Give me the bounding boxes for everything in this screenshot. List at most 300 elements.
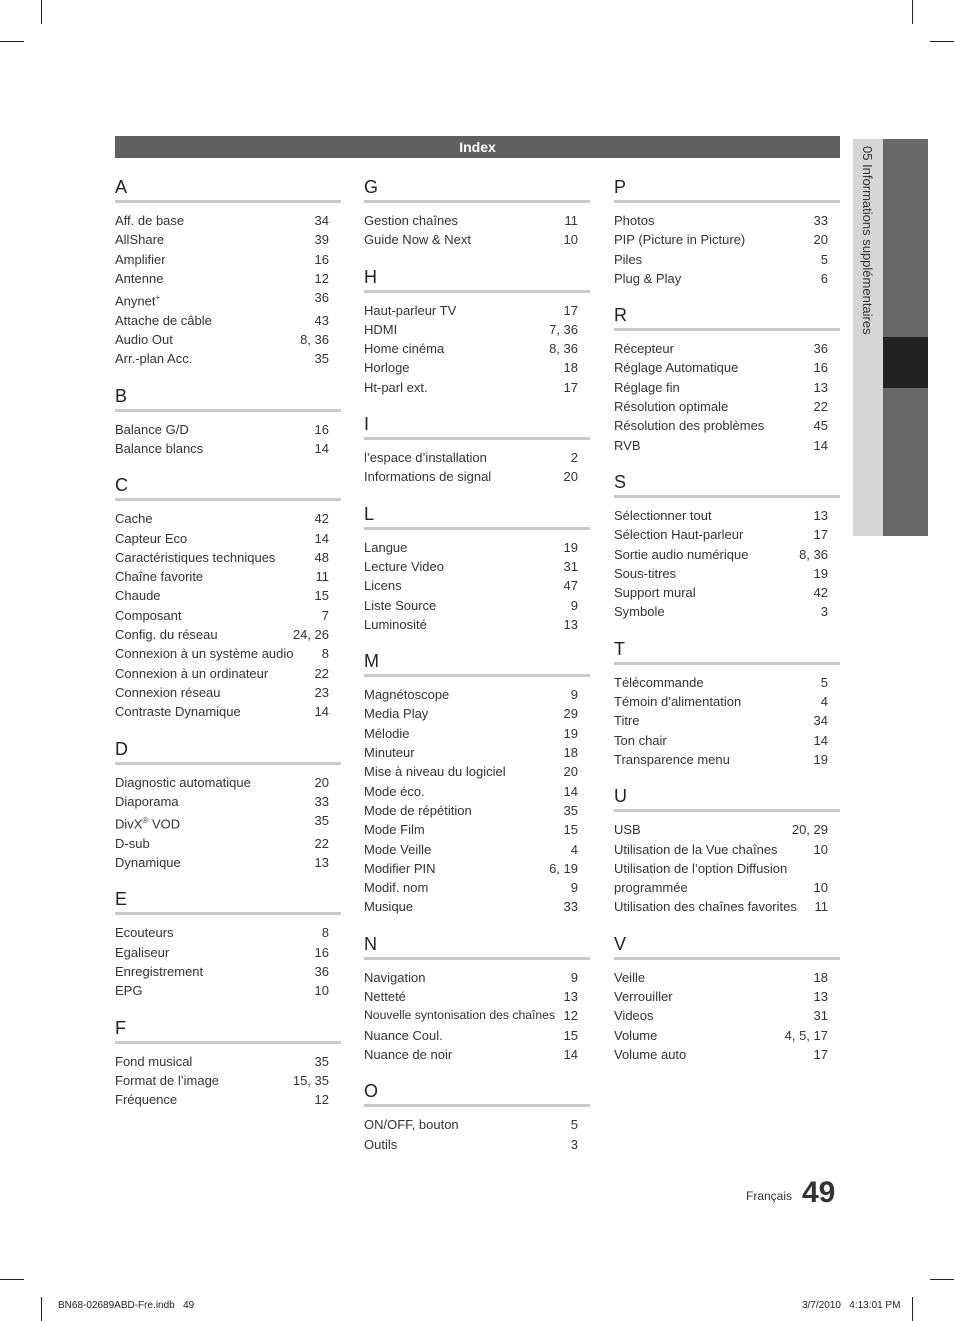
index-entry [614,840,840,859]
entry-term [115,586,309,605]
entry-term [115,1071,287,1090]
index-entry [364,615,590,634]
entry-pages: 20 [314,774,329,790]
index-entry [364,596,590,615]
index-entry [614,211,840,230]
index-entry [614,378,840,397]
crop-mark [0,41,24,42]
index-entry [614,250,840,269]
entry-term [364,743,558,762]
entry-term-text: AllShare [115,232,165,248]
entry-term-text: Horloge [364,360,410,376]
entry-superscript: + [155,293,161,303]
index-entry [614,269,840,288]
entry-term [364,897,558,916]
entry-term-text: Sortie audio numérique [614,546,749,562]
entry-term [364,704,558,723]
entry-term-suffix: VOD [148,816,181,832]
index-entry [364,859,590,878]
index-entry [364,557,590,576]
entry-term-text: Transparence menu [614,751,730,767]
entry-pages: 19 [813,751,828,767]
index-entry [614,1026,840,1045]
section-letter: B [115,385,341,412]
index-entry [364,1135,590,1154]
entry-term [614,211,808,230]
index-entry [115,567,341,586]
section-letter: E [115,888,341,915]
entry-term-text: Connexion à un ordinateur [115,665,269,681]
entry-pages: 9 [570,687,578,703]
index-entry [614,673,840,692]
entry-term-text: Connexion à un système audio [115,646,294,662]
section-letter: T [614,638,840,665]
entry-term-text: Composant [115,607,182,623]
entry-term-text: Cache [115,511,153,527]
index-entry [364,782,590,801]
index-entry [364,685,590,704]
entry-pages: 11 [315,569,329,585]
entry-pages: 19 [563,725,578,741]
entry-term [115,962,309,981]
index-entry [364,762,590,781]
crop-mark [912,1297,913,1321]
entry-term [115,567,310,586]
entry-term-text: Sélection Haut-parleur [614,527,744,543]
entry-term-text: Gestion chaînes [364,213,458,228]
entry-term [614,378,808,397]
index-section-u [614,785,840,916]
entry-pages: 16 [314,251,329,267]
entry-term [115,625,287,644]
entry-term [614,1026,779,1045]
entry-pages: 39 [314,232,329,248]
entry-pages: 8, 36 [799,546,828,562]
entry-pages: 17 [563,302,578,318]
entry-pages: 22 [314,665,329,681]
index-entry [614,1045,840,1064]
entry-term-text: Photos [614,213,655,228]
entry-term [614,750,808,769]
entry-term-text: Nouvelle syntonisation des chaînes [364,1008,556,1023]
entry-term [614,1006,808,1025]
section-letter: C [115,474,341,501]
index-section-f [115,1017,341,1110]
entry-term [364,1135,565,1154]
index-entry [364,1115,590,1134]
entry-pages: 16 [314,421,329,437]
entry-term [614,436,808,455]
index-entry [614,968,840,987]
entry-term-text: Fréquence [115,1092,178,1108]
index-column-3 [614,176,840,1080]
entry-term [115,269,309,288]
entry-pages: 48 [314,549,329,565]
entry-term [364,685,565,704]
entry-pages: 9 [570,880,578,896]
entry-term [115,1052,309,1071]
entry-term [614,269,815,288]
index-entry [115,288,341,311]
entry-term-text: Piles [614,251,643,267]
entry-term [614,692,815,711]
entry-term [115,330,294,349]
entry-term-text: Config. du réseau [115,627,218,643]
entry-term-text: l’espace d’installation [364,450,487,466]
index-entry [364,724,590,743]
entry-term-text: Anynet [115,293,156,309]
entry-term-text: Résolution optimale [614,399,729,415]
chapter-tab-marker [883,337,928,388]
index-entry [364,704,590,723]
entry-term-text: Verrouiller [614,989,673,1005]
entry-term [614,840,808,859]
entry-term [364,987,558,1006]
entry-term-text: Informations de signal [364,469,492,485]
index-section-m [364,650,590,917]
entry-pages: 35 [563,802,578,818]
entry-term [364,301,558,320]
entry-pages: 29 [563,706,578,722]
index-entry [115,773,341,792]
entry-term [364,538,558,557]
entry-pages: 4 [570,841,578,857]
entry-pages: 43 [314,312,329,328]
index-entry [364,467,590,486]
index-entry [614,358,840,377]
entry-term [364,724,558,743]
entry-pages: 12 [563,1008,578,1024]
entry-pages: 35 [314,351,329,367]
entry-pages: 31 [813,1008,828,1024]
index-entry [364,320,590,339]
entry-term [364,878,565,897]
entry-term [115,683,309,702]
section-letter: G [364,176,590,203]
entry-term [614,731,808,750]
entry-pages: 10 [813,841,828,857]
entry-pages: 4 [820,694,828,710]
entry-term [614,564,808,583]
entry-term [115,923,316,942]
entry-term [115,834,309,853]
index-section-v [614,933,840,1064]
entry-term [614,711,808,730]
entry-pages: 13 [813,379,828,395]
entry-pages: 20 [563,764,578,780]
entry-pages: 5 [820,674,828,690]
index-entry [364,878,590,897]
index-entry [364,743,590,762]
index-entry [614,1006,840,1025]
entry-term-text: Caractéristiques techniques [115,549,276,565]
index-entry [614,525,840,544]
entry-term-text: Modif. nom [364,880,429,896]
entry-term [115,548,309,567]
section-letter: A [115,176,341,203]
index-entry [364,820,590,839]
entry-pages: 8, 36 [300,332,329,348]
entry-term [115,529,309,548]
section-letter: O [364,1080,590,1107]
entry-term-text: Lecture Video [364,558,444,574]
entry-term-text: Videos [614,1008,654,1024]
entry-term [614,397,808,416]
entry-term-text: DivX [115,816,143,832]
index-entry [614,859,840,898]
index-entry [115,811,341,834]
entry-term-text: Modifier PIN [364,860,436,876]
entry-pages: 10 [813,880,828,896]
index-entry [115,943,341,962]
entry-term [364,820,558,839]
entry-term [614,358,808,377]
entry-term [364,859,543,878]
entry-term-text: Nuance Coul. [364,1027,443,1043]
entry-term-text: Sélectionner tout [614,507,712,523]
entry-term [614,673,815,692]
entry-term [614,230,808,249]
entry-pages: 36 [314,963,329,979]
section-letter: L [364,503,590,530]
entry-pages: 45 [813,418,828,434]
entry-term [115,606,316,625]
index-entry [115,962,341,981]
index-entry [115,586,341,605]
entry-pages: 15 [563,1027,578,1043]
entry-term-text: Navigation [364,969,426,985]
index-entry [364,1026,590,1045]
entry-term [364,596,565,615]
entry-term-text: Titre [614,713,640,729]
entry-pages: 19 [563,539,578,555]
index-entry [614,583,840,602]
entry-pages: 15 [563,822,578,838]
entry-pages: 20 [563,469,578,485]
index-entry [115,644,341,663]
entry-term [364,378,558,397]
index-section-g [364,176,590,250]
index-section-e [115,888,341,1000]
index-entry [115,1090,341,1109]
entry-term-text: Réglage Automatique [614,360,739,376]
entry-pages: 33 [563,899,578,915]
entry-term [115,644,316,663]
entry-term-text: Utilisation de l’option Diffusion programmée [614,860,788,896]
entry-term-text: Réglage fin [614,379,680,395]
entry-pages: 20 [813,232,828,248]
entry-term-text: Utilisation de la Vue chaînes [614,841,778,857]
entry-term [115,773,309,792]
index-section-l [364,503,590,634]
entry-term [614,897,809,916]
section-letter: H [364,266,590,293]
entry-pages: 33 [813,213,828,228]
entry-term-text: Plug & Play [614,270,682,286]
entry-pages: 12 [314,1092,329,1108]
index-entry [115,529,341,548]
entry-pages: 22 [813,399,828,415]
entry-term-text: Aff. de base [115,213,185,228]
entry-term [614,602,815,621]
entry-term [115,702,309,721]
entry-term [115,509,309,528]
section-letter: R [614,304,840,331]
index-column-1 [115,176,341,1125]
entry-term [364,339,543,358]
entry-term-text: Mode éco. [364,783,425,799]
entry-pages: 14 [314,530,329,546]
entry-term [115,349,309,368]
page-number: 49 [802,1176,836,1209]
entry-term [364,1006,558,1025]
index-entry [364,538,590,557]
entry-term-text: Luminosité [364,616,427,632]
index-entry [364,448,590,467]
index-entry [115,548,341,567]
entry-term [614,1045,808,1064]
chapter-tab-band [883,388,928,536]
entry-pages: 5 [570,1117,578,1133]
entry-term-text: Attache de câble [115,312,212,328]
entry-pages: 13 [813,989,828,1005]
entry-term-text: D-sub [115,835,150,851]
entry-term-text: RVB [614,437,641,453]
entry-pages: 36 [813,341,828,357]
index-entry [364,1006,590,1025]
imprint-file: BN68-02689ABD-Fre.indb 49 [58,1300,195,1311]
entry-pages: 10 [563,232,578,248]
entry-pages: 7 [321,607,329,623]
entry-pages: 13 [314,855,329,871]
entry-term-text: Diaporama [115,793,179,809]
index-entry [614,230,840,249]
entry-term-text: Minuteur [364,745,415,761]
entry-term-text: Volume [614,1027,658,1043]
entry-pages: 33 [314,793,329,809]
entry-term-text: Licens [364,578,402,594]
entry-term-text: Télécommande [614,674,704,690]
entry-pages: 13 [563,616,578,632]
entry-term-text: Arr.-plan Acc. [115,351,193,367]
entry-term-text: Capteur Eco [115,530,188,546]
entry-pages: 2 [570,450,578,466]
entry-term [364,557,558,576]
entry-pages: 35 [314,813,329,829]
index-section-s [614,471,840,622]
entry-pages: 11 [814,899,828,915]
index-entry [614,711,840,730]
index-entry [364,897,590,916]
entry-pages: 6 [820,270,828,286]
entry-term [364,968,565,987]
entry-term [364,801,558,820]
entry-term-text: Mélodie [364,725,410,741]
entry-term-text: Outils [364,1136,398,1152]
entry-term-text: Symbole [614,604,665,620]
entry-term [115,211,309,230]
index-entry [614,692,840,711]
entry-term-text: Liste Source [364,597,437,613]
entry-pages: 34 [813,713,828,729]
index-section-i [364,413,590,487]
index-entry [115,349,341,368]
entry-pages: 3 [820,604,828,620]
index-header: Index [115,136,840,158]
entry-pages: 15 [314,588,329,604]
entry-pages: 47 [563,578,578,594]
index-entry [115,981,341,1000]
entry-pages: 13 [563,989,578,1005]
entry-term [364,358,558,377]
crop-mark [930,41,954,42]
entry-term-text: Magnétoscope [364,687,450,703]
index-entry [364,968,590,987]
entry-pages: 8 [321,646,329,662]
entry-term-text: ON/OFF, bouton [364,1117,459,1133]
entry-term [115,664,309,683]
entry-pages: 17 [813,1046,828,1062]
entry-term-text: Mise à niveau du logiciel [364,764,506,780]
entry-term [364,448,565,467]
index-section-n [364,933,590,1064]
entry-pages: 5 [820,251,828,267]
entry-term-text: Balance blancs [115,441,204,456]
entry-pages: 17 [563,379,578,395]
entry-term-text: Ht-parl ext. [364,379,428,395]
entry-term [115,250,309,269]
entry-pages: 6, 19 [549,860,578,876]
entry-pages: 14 [813,437,828,453]
entry-pages: 14 [314,704,329,720]
entry-term-text: Connexion réseau [115,684,221,700]
index-section-r [614,304,840,455]
entry-term [115,420,309,439]
index-column-2 [364,176,590,1170]
entry-term-text: Chaude [115,588,161,604]
entry-term [115,288,309,311]
entry-pages: 22 [314,835,329,851]
entry-term-text: EPG [115,983,143,999]
index-entry [115,702,341,721]
entry-pages: 36 [314,290,329,306]
section-letter: P [614,176,840,203]
entry-pages: 17 [813,527,828,543]
entry-term-text: Support mural [614,585,696,601]
index-entry [115,230,341,249]
entry-term-text: Media Play [364,706,429,722]
entry-pages: 14 [563,1046,578,1062]
index-entry [115,606,341,625]
index-entry [364,339,590,358]
entry-term-text: Témoin d’alimentation [614,694,742,710]
index-section-d [115,738,341,873]
entry-term [364,1115,565,1134]
entry-term-text: Utilisation des chaînes favorites [614,899,797,915]
entry-pages: 9 [570,969,578,985]
index-entry [115,923,341,942]
entry-pages: 8, 36 [549,341,578,357]
section-letter: V [614,933,840,960]
entry-term [614,859,799,898]
index-entry [614,564,840,583]
entry-term [115,792,309,811]
section-letter: D [115,738,341,765]
entry-term [115,230,309,249]
crop-mark [0,1279,24,1280]
entry-term-text: Format de l’image [115,1072,220,1088]
entry-term-text: Chaîne favorite [115,569,204,585]
